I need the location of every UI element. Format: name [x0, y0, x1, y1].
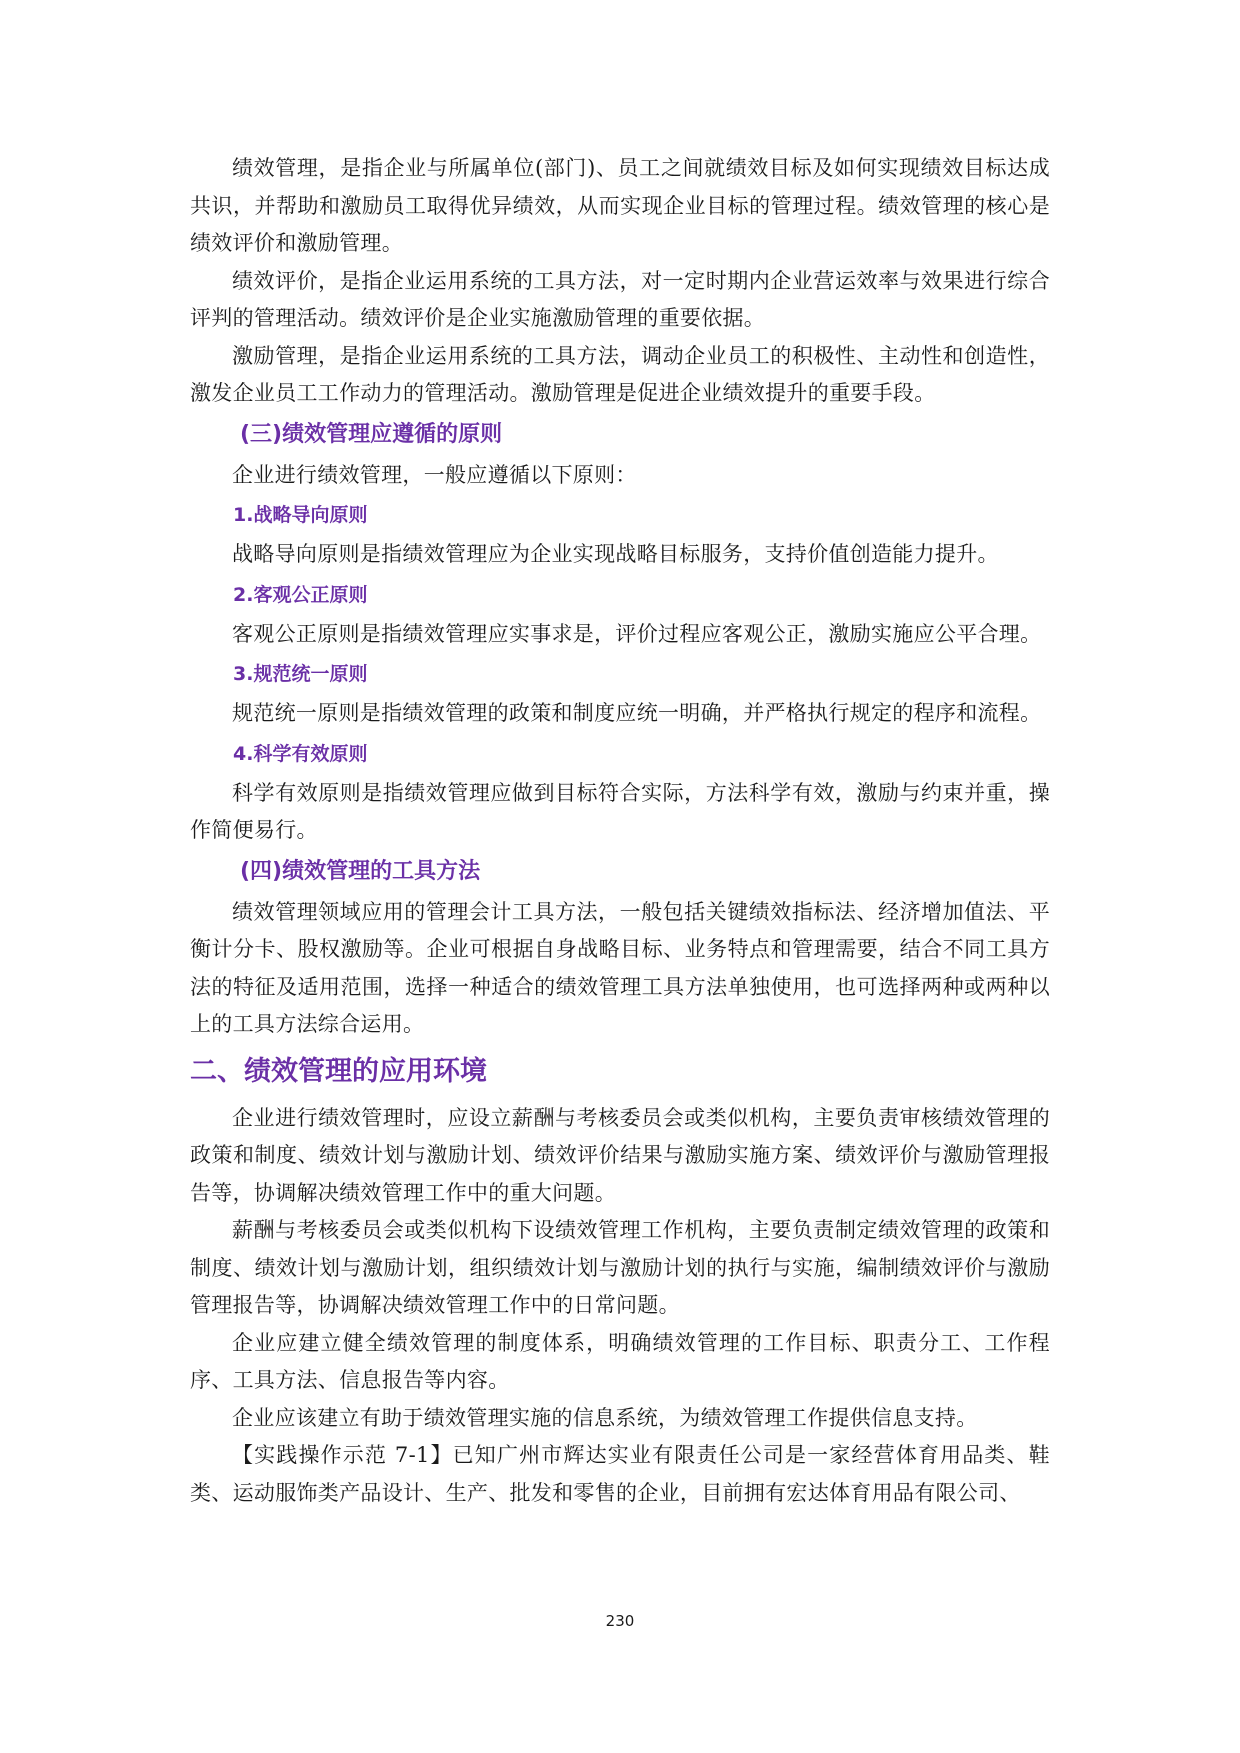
- heading-objective-principle: 2.客观公正原则: [233, 583, 368, 606]
- paragraph-practice-example: 【实践操作示范 7-1】已知广州市辉达实业有限责任公司是一家经营体育用品类、鞋类、运动服饰类产品设计、生产、批发和零售的企业，目前拥有宏达体育用品有限公司、: [190, 1443, 1050, 1505]
- paragraph-working-body: 薪酬与考核委员会或类似机构下设绩效管理工作机构，主要负责制定绩效管理的政策和制度、绩效计划与激励计划，组织绩效计划与激励计划的执行与实施，编制绩效评价与激励管理报告等，协调解决绩效管理工作中的日常问题。: [190, 1218, 1050, 1317]
- paragraph-incentive-management: 激励管理，是指企业运用系统的工具方法，调动企业员工的积极性、主动性和创造性，激发企业员工工作动力的管理活动。激励管理是促进企业绩效提升的重要手段。: [190, 343, 1050, 405]
- paragraph-principles-intro: 企业进行绩效管理，一般应遵循以下原则：: [232, 462, 637, 487]
- heading-scientific-principle: 4.科学有效原则: [233, 742, 368, 765]
- heading-tools-methods: (四)绩效管理的工具方法: [240, 858, 481, 884]
- paragraph-tools-methods: 绩效管理领域应用的管理会计工具方法，一般包括关键绩效指标法、经济增加值法、平衡计分卡、股权激励等。企业可根据自身战略目标、业务特点和管理需要，结合不同工具方法的特征及适用范围，选择一种适合的绩效管理工具方法单独使用，也可选择两种或两种以上的工具方法综合运用。: [190, 899, 1050, 1036]
- heading-strategy-principle: 1.战略导向原则: [233, 504, 368, 526]
- paragraph-performance-evaluation: 绩效评价，是指企业运用系统的工具方法，对一定时期内企业营运效率与效果进行综合评判的管理活动。绩效评价是企业实施激励管理的重要依据。: [190, 268, 1050, 330]
- page-content: [190, 150, 1050, 1512]
- paragraph-standard-principle: 规范统一原则是指绩效管理的政策和制度应统一明确，并严格执行规定的程序和流程。: [232, 701, 1042, 725]
- paragraph-information-system: 企业应该建立有助于绩效管理实施的信息系统，为绩效管理工作提供信息支持。: [232, 1405, 978, 1430]
- heading-principles: (三)绩效管理应遵循的原则: [240, 421, 503, 447]
- paragraph-system: 企业应建立健全绩效管理的制度体系，明确绩效管理的工作目标、职责分工、工作程序、工具方法、信息报告等内容。: [190, 1330, 1050, 1392]
- paragraph-committee: 企业进行绩效管理时，应设立薪酬与考核委员会或类似机构，主要负责审核绩效管理的政策和制度、绩效计划与激励计划、绩效评价结果与激励实施方案、绩效评价与激励管理报告等，协调解决绩效管理工作中的重大问题。: [190, 1105, 1050, 1205]
- paragraph-objective-principle: 客观公正原则是指绩效管理应实事求是，评价过程应客观公正，激励实施应公平合理。: [232, 621, 1042, 646]
- paragraph-strategy-principle: 战略导向原则是指绩效管理应为企业实现战略目标服务，支持价值创造能力提升。: [232, 542, 999, 566]
- paragraph-scientific-principle: 科学有效原则是指绩效管理应做到目标符合实际，方法科学有效，激励与约束并重，操作简便易行。: [190, 780, 1050, 842]
- page-number: 230: [605, 1612, 635, 1630]
- paragraph-performance-management: 绩效管理，是指企业与所属单位(部门)、员工之间就绩效目标及如何实现绩效目标达成共识，并帮助和激励员工取得优异绩效，从而实现企业目标的管理过程。绩效管理的核心是绩效评价和激励管理。: [190, 156, 1050, 255]
- heading-application-environment: 二、绩效管理的应用环境: [190, 1055, 487, 1087]
- heading-standard-principle: 3.规范统一原则: [233, 663, 368, 685]
